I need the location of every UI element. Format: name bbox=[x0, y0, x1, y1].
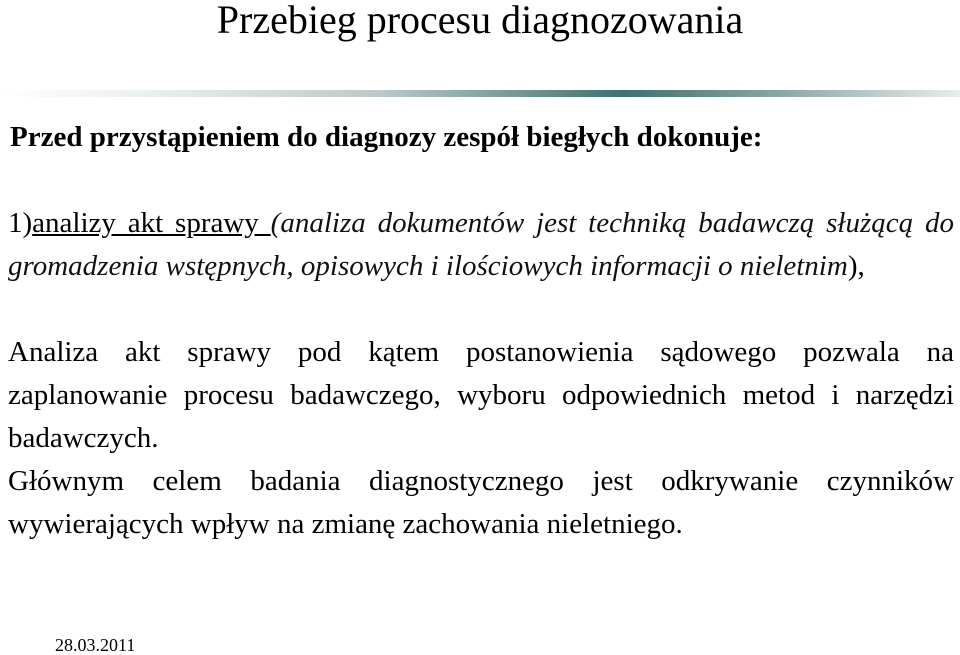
italic-definition: (analiza dokumentów jest techniką badawczą służącą do gromadzenia wstępnych, opisowych i ilościowych informacji o nieletnim bbox=[8, 207, 954, 282]
slide-title: Przebieg procesu diagnozowania bbox=[216, 0, 744, 42]
paragraph-goal: Głównym celem badania diagnostycznego jest odkrywanie czynników wywierających wpływ na zmianę zachowania nieletniego. bbox=[8, 465, 954, 540]
slide-subtitle: Przed przystąpieniem do diagnozy zespół biegłych dokonuje: bbox=[10, 121, 763, 153]
paragraph-suffix: ), bbox=[847, 250, 865, 282]
paragraph-analysis bbox=[8, 202, 954, 288]
title-divider bbox=[0, 90, 960, 97]
list-number: 1) bbox=[8, 207, 33, 239]
paragraph-planning: Analiza akt sprawy pod kątem postanowienia sądowego pozwala na zaplanowanie procesu badawczego, wyboru odpowiednich metod i narzędzi badawczych. bbox=[8, 336, 954, 454]
footer-date: 28.03.2011 bbox=[55, 635, 136, 655]
underlined-term: analizy akt sprawy bbox=[32, 207, 271, 239]
